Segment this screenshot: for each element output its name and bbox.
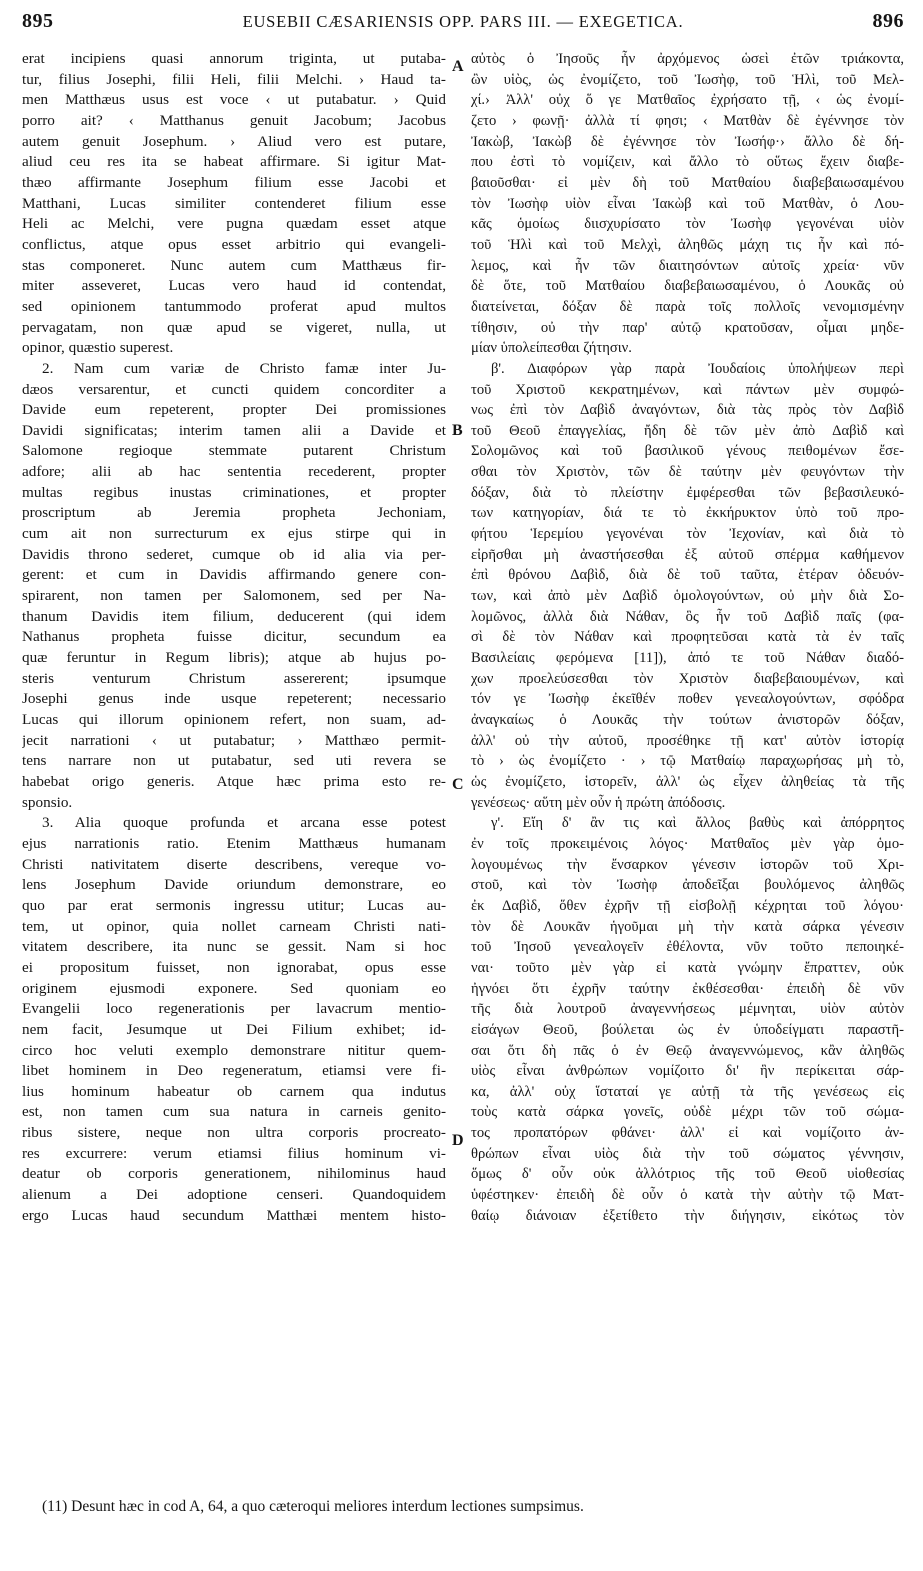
- text-line: κᾶς ὁμοίως διισχυρίσατο τὸν Ἰωσὴφ γεγονέναι υἱὸν: [471, 216, 904, 233]
- text-line: stas componeret. Nunc autem cum Matthæus fir-: [22, 256, 446, 274]
- margin-marker-a: A: [452, 58, 464, 75]
- text-line: ἀλλ' οὐ τὴν αὐτοῦ, προσέθηκε τῇ κατ' αὐτὸν ἱστορίᾳ: [471, 732, 904, 749]
- text-line: multas regibus inustas criminationes, et propter: [22, 483, 446, 501]
- text-line: των, καὶ ἀπὸ μὲν Δαβὶδ ὁμολογούντων, οὐ μὴν διὰ Σο-: [471, 588, 904, 605]
- text-line: thæo affirmante Josephum filium esse Jacobi et: [22, 173, 446, 191]
- text-line: res excurrere: verum etiamsi filius hominum vi-: [22, 1144, 446, 1162]
- text-line: alienum a Dei adoptione censeri. Quandoquidem: [22, 1186, 446, 1204]
- page-number-left: 895: [22, 10, 54, 32]
- text-line: tens narrare non ut putabatur, sed uti revera se: [22, 752, 446, 770]
- text-line: γενέσεως· αὕτη μὲν οὖν ἡ πρώτη ἀπόδοσις.: [471, 794, 726, 811]
- text-line: κα, ἀλλ' οὐχ ἵσταταί γε αὐτῇ τὰ τῆς γενέσεως εἰς: [471, 1083, 904, 1100]
- text-line: ribus sistere, neque non ultra corporis procreato-: [22, 1124, 446, 1142]
- text-line: των κατηγορίαν, διά τε τὸ ἐκκήρυκτον ὑπὸ τοῦ προ-: [471, 505, 904, 522]
- text-line: 2. Nam cum variæ de Christo famæ inter Ju-: [42, 359, 446, 377]
- text-line: θαίῳ διάνοιαν ἐξετίθετο τὴν διήγησιν, εἰκότως τὸν: [471, 1207, 904, 1224]
- text-line: ἐκ Δαβὶδ, ὅθεν ἐχρῆν τῇ εἰσβολῇ κέχρηται τοῦ λόγου·: [471, 897, 904, 914]
- text-line: gerent: et cum in Davidis affirmando genere con-: [22, 566, 446, 584]
- text-line: aliud ceu res ita se habeat affirmare. Si igitur Mat-: [22, 153, 446, 171]
- text-line: quo par erat sermonis ingressu utitur; Lucas au-: [22, 896, 446, 914]
- text-line: χων προελεύσεσθαι τὸν Χριστὸν διαβεβαιουμένων, καὶ: [471, 670, 904, 687]
- text-line: dæos versarentur, et cuncti quidem concorditer a: [22, 380, 446, 398]
- text-line: τὸν Ἰωσὴφ υἱὸν εἶναι Ἰακὼβ καὶ τοῦ Ματθὰν, ὁ Λου-: [471, 195, 904, 212]
- text-line: λομῶνος, ἀλλὰ διὰ Νάθαν, ὃς ἦν τοῦ Δαβὶδ παῖς (φα-: [471, 608, 904, 625]
- text-line: αὐτὸς ὁ Ἰησοῦς ἦν ἀρχόμενος ὡσεὶ ἐτῶν τριάκοντα,: [471, 51, 904, 67]
- text-line: originem ejusmodi exponere. Sed quoniam eo: [22, 979, 446, 997]
- text-line: τῆς διὰ λουτροῦ ἀναγεννήσεως μέμνηται, υἱὸν αὐτὸν: [471, 1001, 904, 1018]
- text-line: ἐπὶ θρόνου Δαβὶδ, διὰ δὲ τοῦ ταῦτα, ἑτέραν ὁδευόν-: [471, 567, 904, 584]
- text-line: men Matthæus usus est voce ‹ ut putabatur. › Quid: [22, 91, 446, 109]
- text-line: λεμος, καὶ ἦν τῶν διαιτησόντων αὐτοῖς χρεία· νῦν: [471, 257, 904, 274]
- text-line: ἠγνόει ὅτι ἐχρῆν ταύτην ἐκθέσεσθαι· ἐπειδὴ δὲ νῦν: [471, 980, 904, 997]
- text-line: Nathanus propheta fuisse dicitur, secundum ea: [22, 628, 446, 646]
- text-line: εἰρῆσθαι μὴ ἀναστήσεσθαι ἐξ αὐτοῦ σπέρμα καθήμενον: [471, 546, 904, 563]
- text-line: thanum Davidis item filium, deducerent (qui idem: [22, 607, 446, 625]
- text-line: Salomone regioque stemmate putarent Christum: [22, 442, 446, 460]
- text-line: χί.› Ἀλλ' οὐχ ὅ γε Ματθαῖος ἐχρήσατο τῇ, ‹ ὡς ἐνομί-: [471, 92, 904, 109]
- text-line: ἐν τοῖς προκειμένοις λόγος· Ματθαῖος μὲν γὰρ ὁμο-: [471, 835, 904, 852]
- text-line: τοῦ Χριστοῦ κεκρατημένων, καὶ πάντων μὲν συμφώ-: [471, 381, 904, 398]
- text-line: ei propositum fuisset, non ignorabat, opus esse: [22, 958, 446, 976]
- text-line: ζετο › φωνῇ· ἀλλὰ τί φησι; ‹ Ματθὰν δὲ ἐγέννησε τὸν: [471, 112, 904, 129]
- text-line: proscriptum ab Jeremia propheta Jechoniam,: [22, 504, 446, 522]
- text-line: Lucas qui illorum opinionem refert, non suam, ad-: [22, 711, 446, 728]
- text-line: τὸν δὲ Λουκᾶν ἡγοῦμαι μὴ τὴν κατὰ σάρκα γένεσιν: [471, 918, 904, 935]
- running-header: [22, 10, 904, 40]
- text-line: circo hoc veluti exemplo demonstrare nititur quem-: [22, 1041, 446, 1059]
- text-line: θρώπων εἶναι υἱὸς διὰ τὴν τοῦ σώματος γέννησιν,: [471, 1145, 904, 1162]
- text-line: opinor, quæstio superest.: [22, 339, 174, 357]
- text-line: spirarent, non tamen per Salomonem, sed per Na-: [22, 587, 446, 605]
- text-line: νως ἐπὶ τὸν Δαβὶδ ἀναγόντων, διὰ τὰς πρὸς τὸν Δαβὶδ: [471, 402, 904, 419]
- text-line: habebat origo generis. Atque hæc prima esto re-: [22, 772, 446, 790]
- text-line: vitatem describere, ita nunc se gessit. Nam si hoc: [22, 938, 446, 956]
- text-line: Josephi genus inde usque repeterent; necessario: [22, 690, 446, 708]
- text-line: adfore; alii ab hac sententia recederent, propter: [22, 463, 446, 481]
- text-line: δόξαν, διὰ τὸ πλείστην ἐμφέρεσθαι τῶν βεβασιλευκό-: [471, 484, 904, 501]
- text-line: Βασιλείαις φερόμενα [11]), ἀπό τε τοῦ Νάθαν διαδό-: [471, 650, 904, 667]
- text-line: υἱὸς εἶναι ἀνθρώπων νομίζοιτο δι' ἣν περίκειται σάρ-: [471, 1063, 904, 1080]
- text-line: ὑφέστηκεν· ἐπειδὴ δὲ οὖν ὁ κατὰ τὴν αὐτὴν τῷ Ματ-: [471, 1187, 904, 1204]
- text-line: μίαν ὑπολείπεσθαι ζήτησιν.: [471, 340, 632, 357]
- footnote: (11) Desunt hæc in cod A, 64, a quo cæteroqui meliores interdum lectiones sumpsimus.: [42, 1498, 584, 1515]
- text-line: τόν γε Ἰωσὴφ ἐκεῖθέν ποθεν γενεαλογούντων, σφόδρα: [471, 691, 904, 708]
- text-line: τοῦ Θεοῦ ἐπαγγελίας, ἤδη δὲ τῶν μὲν ἀπὸ Δαβὶδ καὶ: [471, 422, 904, 439]
- text-line: ὡς ἐνομίζετο, ἱστορεῖν, ἀλλ' ὡς εἶχεν ἀληθείας τὰ τῆς: [471, 773, 904, 790]
- text-line: Evangelii loco regenerationis per lavacrum mentio-: [22, 1000, 446, 1018]
- text-line: ejus narrationis ratio. Etenim Matthæus humanam: [22, 834, 446, 852]
- text-line: Σολομῶνος καὶ τοῦ βασιλικοῦ γένους πειθομένων ἔσε-: [471, 443, 904, 460]
- text-line: est, non tamen cum sua natura in carneis genito-: [22, 1103, 446, 1121]
- text-line: τος προπατόρων φθάνει· ἀλλ' εἰ καὶ νομίζοιτο ἀν-: [471, 1125, 904, 1142]
- text-line: nem facit, Jesumque ut Dei Filium exhibet; id-: [22, 1020, 446, 1038]
- text-line: τίθησιν, οὐ τὴν παρ' αὐτῷ κρατοῦσαν, οἶμαι μηδε-: [471, 319, 904, 336]
- text-line: ἀναγκαίως ὁ Λουκᾶς τὴν τούτων ἀνιστορῶν δόξαν,: [471, 712, 904, 728]
- text-line: τοῦ Ἡλὶ καὶ τοῦ Μελχὶ, ἀληθῶς μάχη τις ἦν καὶ πό-: [471, 236, 904, 253]
- text-line: cum ait non surrecturum ex ejus stirpe qui in: [22, 525, 446, 543]
- text-line: tem, ut opinor, quia nollet carneam Christi nati-: [22, 917, 446, 935]
- greek-text: [471, 49, 904, 1226]
- text-line: φήτου Ἱερεμίου γεγονέναι τὸν Ἰεχονίαν, καὶ διὰ τὸ: [471, 526, 904, 543]
- text-line: conflictus, atque opus esset arbitrio qui evangeli-: [22, 235, 446, 253]
- text-line: sed opinionem tantummodo proferat apud multos: [22, 297, 446, 315]
- text-line: Davidi significatas; interim tamen alii a Davide et: [22, 421, 446, 439]
- text-line: Davide eum repeterent, propter Dei promissiones: [22, 401, 446, 419]
- text-line: lens Josephum Davide oriundum demonstrare, eo: [22, 876, 446, 894]
- text-line: Matthani, Lucas similiter contenderet filium esse: [22, 194, 446, 212]
- text-line: miter asseveret, Lucas vero haud id contendat,: [22, 277, 446, 295]
- text-line: β'. Διαφόρων γὰρ παρὰ Ἰουδαίοις ὑπολήψεων περὶ: [491, 360, 904, 377]
- text-line: που ἐστὶ τὸ νομίζειν, καὶ ἄλλο τὸ οὕτως ἔχειν διαβε-: [471, 154, 904, 171]
- text-line: βαιοῦσθαι· εἰ μὲν δὴ τοῦ Ματθαίου διαβεβαιωσαμένου: [471, 174, 904, 191]
- text-line: porro ait? ‹ Matthanus genuit Jacobum; Jacobus: [22, 111, 446, 129]
- text-line: erat incipiens quasi annorum triginta, ut putaba-: [22, 50, 446, 67]
- text-line: δὲ ὅτε, τοῦ Ματθαίου διαβεβαιωσαμένου, ὁ Λουκᾶς οὐ: [471, 278, 904, 295]
- text-line: ergo Lucas haud secundum Matthæi mentem histo-: [22, 1206, 446, 1224]
- page-number-right: 896: [872, 10, 904, 32]
- text-line: Heli ac Melchi, vere pugna quædam esset atque: [22, 215, 446, 233]
- text-line: στοῦ, καὶ τὸν Ἰωσὴφ ἀποδεῖξαι βουλόμενος ἀληθῶς: [471, 877, 904, 894]
- text-line: autem genuit Josephum. › Aliud vero est putare,: [22, 132, 446, 150]
- text-line: steris venturum Christum assererent; ipsumque: [22, 669, 446, 687]
- text-line: ὅμως δ' οὖν οὐκ ἀλλότριος τῆς τοῦ Θεοῦ υἱοθεσίας: [471, 1166, 904, 1183]
- running-title: EUSEBII CÆSARIENSIS OPP. PARS III. — EXEGETICA.: [242, 12, 684, 31]
- text-line: sponsio.: [22, 793, 73, 811]
- margin-marker-c: C: [452, 776, 464, 793]
- text-line: tur, filius Josephi, filii Heli, filii Melchi. › Haud ta-: [22, 70, 446, 88]
- text-line: pervagatam, non quæ apud se vigeret, nulla, ut: [22, 318, 446, 336]
- text-line: ὢν υἱὸς, ὡς ἐνομίζετο, τοῦ Ἰωσὴφ, τοῦ Ἡλὶ, τοῦ Μελ-: [471, 71, 904, 88]
- text-line: jecit narrationi ‹ ut putabatur; › Matthæo permit-: [22, 731, 446, 749]
- text-line: σθαι τὸν Χριστὸν, τῶν δὲ ταύτην μὲν φευγόντων τὴν: [471, 464, 904, 481]
- text-line: ναι· τοῦτο μὲν γὰρ εἰ κατὰ γνώμην ἔπραττεν, οὐκ: [471, 959, 904, 976]
- text-line: libet hominem in Deo regeneratum, etiamsi vere fi-: [22, 1062, 446, 1080]
- text-line: deatur ob corporis generationem, nihilominus haud: [22, 1165, 446, 1183]
- text-line: quæ feruntur in Regum libris); atque ab hujus po-: [22, 649, 446, 667]
- text-line: τοὺς κατὰ σάρκα γονεῖς, οὐδὲ μέχρι τῶν τοῦ σώμα-: [471, 1104, 904, 1121]
- margin-marker-d: D: [452, 1132, 464, 1149]
- text-line: εἰσάγων Θεοῦ, βούλεται ὡς ἐν ὑποδείγματι παραστῆ-: [471, 1021, 904, 1038]
- text-line: σαι ὅτι δὴ πᾶς ὁ ἐν Θεῷ ἀναγεννώμενος, κἂν ἀληθῶς: [471, 1042, 904, 1059]
- text-line: Davidis throno sederet, cumque ob id alia via per-: [22, 545, 446, 563]
- text-line: σὶ δὲ τὸν Νάθαν καὶ προφητεῦσαι κατὰ τὰ ἐν ταῖς: [471, 629, 904, 646]
- text-line: τοῦ Ἰησοῦ γενεαλογεῖν ἐθέλοντα, νῦν τοῦτο πεποιηκέ-: [471, 939, 904, 956]
- latin-text: [22, 49, 446, 1226]
- text-line: λογουμένως τὴν ἔνσαρκον γένεσιν ἱστορῶν τοῦ Χρι-: [471, 856, 904, 873]
- text-line: διατείνεται, δόξαν δὲ παρὰ τοῖς πολλοῖς νενομισμένην: [471, 298, 904, 315]
- text-line: τὸ › ὡς ἐνομίζετο · › τῷ Ματθαίῳ παραχωρήσας μὴ τὸ,: [471, 753, 904, 770]
- text-line: Christi nativitatem diserte describens, vereque vo-: [22, 855, 446, 873]
- text-line: lius hominum habeatur ob carnem qua indutus: [22, 1082, 446, 1100]
- margin-marker-b: B: [452, 422, 463, 439]
- greek-column: [471, 49, 904, 1226]
- text-line: γ'. Εἴη δ' ἂν τις καὶ ἄλλος βαθὺς καὶ ἀπόρρητος: [491, 815, 904, 832]
- latin-column: [22, 49, 446, 1226]
- text-line: Ἰακὼβ, Ἰακὼβ δὲ ἐγέννησε τὸν Ἰωσήφ·› ἄλλο δὲ δή-: [471, 133, 904, 150]
- text-line: 3. Alia quoque profunda et arcana esse potest: [42, 814, 446, 832]
